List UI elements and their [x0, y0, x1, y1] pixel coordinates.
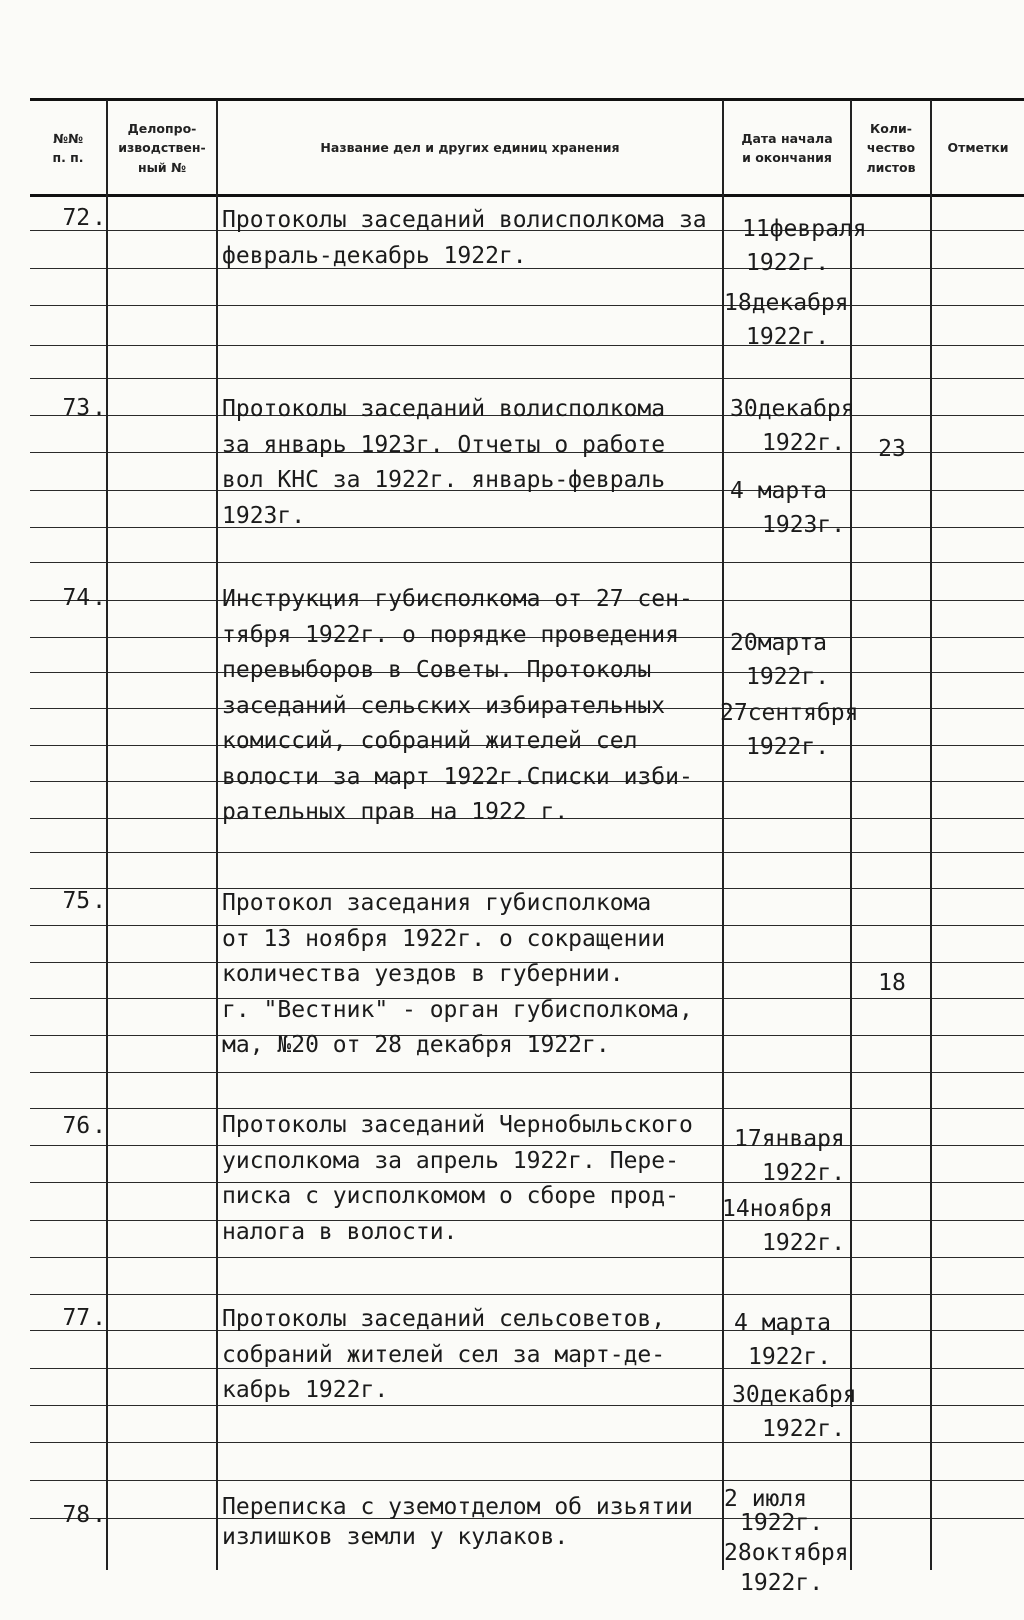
date-start: 2 июля — [724, 1486, 808, 1512]
ruled-line — [30, 378, 1024, 379]
column-divider — [722, 100, 724, 1570]
date-end-year: 1922г. — [762, 1230, 846, 1256]
date-end: 14ноября — [722, 1196, 833, 1222]
header-item-title: Название дел и других единиц хранения — [320, 140, 620, 156]
entry-title: Переписка с уземотделом об изьятии излишков земли у кулаков. — [222, 1494, 693, 1550]
entry-number: 78. — [62, 1502, 106, 1528]
sheet-count: 23 — [878, 436, 906, 462]
ruled-line — [30, 305, 1024, 306]
header-office-number: Делопро- изводствен- ный № — [118, 120, 206, 175]
date-start-year: 1922г. — [748, 1344, 832, 1370]
entry-number: 74. — [62, 585, 106, 611]
date-end: 30декабря — [732, 1382, 857, 1408]
ruled-line — [30, 852, 1024, 853]
date-start-year: 1922г. — [762, 430, 846, 456]
entry-title: Протоколы заседаний волисполкома за январь 1923г. Отчеты о работе вол КНС за 1922г. январь-февраль 1923г. — [222, 396, 666, 529]
entry-number: 75. — [62, 888, 106, 914]
date-end-year: 1923г. — [762, 512, 846, 538]
column-divider — [850, 100, 852, 1570]
entry-title: Инструкция губисполкома от 27 сен- тября 1922г. о порядке проведения перевыборов в Советы. Протоколы заседаний сельских избирательных комиссий, собраний жителей сел волости за март 1922г.Списки изби- рательных прав на 1922 г. — [222, 586, 693, 825]
ruled-line — [30, 345, 1024, 346]
header-notes: Отметки — [947, 140, 1009, 156]
date-end-year: 1922г. — [746, 734, 830, 760]
date-end-year: 1922г. — [740, 1570, 824, 1596]
header-dates: Дата начала и окончания — [741, 130, 833, 165]
ruled-line — [30, 1072, 1024, 1073]
date-start: 4 марта — [734, 1310, 831, 1336]
entry-number: 73. — [62, 395, 106, 421]
ruled-line — [30, 1442, 1024, 1443]
entry-number: 76. — [62, 1113, 106, 1139]
date-end: 18декабря — [724, 290, 849, 316]
date-start-year: 1922г. — [746, 664, 830, 690]
ruled-line — [30, 1257, 1024, 1258]
ruled-line — [30, 1480, 1024, 1481]
entry-title: Протоколы заседаний Чернобыльского уисполкома за апрель 1922г. Пере- писка с уисполкомом о сборе прод- налога в волости. — [222, 1112, 693, 1245]
date-start-year: 1922г. — [740, 1510, 824, 1536]
column-divider — [216, 100, 218, 1570]
entry-title: Протокол заседания губисполкома от 13 ноября 1922г. о сокращении количества уездов в губернии. г. "Вестник" - орган губисполкома, ма, №20 от 28 декабря 1922г. — [222, 890, 693, 1058]
entry-title: Протоколы заседаний сельсоветов, собраний жителей сел за март-де- кабрь 1922г. — [222, 1306, 666, 1403]
date-start: 30декабря — [730, 396, 855, 422]
entry-number: 77. — [62, 1305, 106, 1331]
sheet-count: 18 — [878, 970, 906, 996]
date-start-year: 1922г. — [762, 1160, 846, 1186]
header-number: №№ п. п. — [52, 130, 84, 165]
date-end: 4 марта — [730, 478, 827, 504]
ruled-line — [30, 1294, 1024, 1295]
date-end: 28октября — [724, 1540, 849, 1566]
header-sheet-count: Коли- чество листов — [866, 120, 916, 175]
date-end: 27сентября — [720, 700, 859, 726]
date-end-year: 1922г. — [746, 324, 830, 350]
date-start: 17января — [734, 1126, 845, 1152]
column-divider — [930, 100, 932, 1570]
date-start-year: 1922г. — [746, 250, 830, 276]
ruled-line — [30, 562, 1024, 563]
entry-title: Протоколы заседаний волисполкома за февраль-декабрь 1922г. — [222, 207, 707, 269]
entry-number: 72. — [62, 205, 106, 231]
date-start: 11февраля — [742, 216, 867, 242]
date-start: 20марта — [730, 630, 827, 656]
column-divider — [106, 100, 108, 1570]
date-end-year: 1922г. — [762, 1416, 846, 1442]
